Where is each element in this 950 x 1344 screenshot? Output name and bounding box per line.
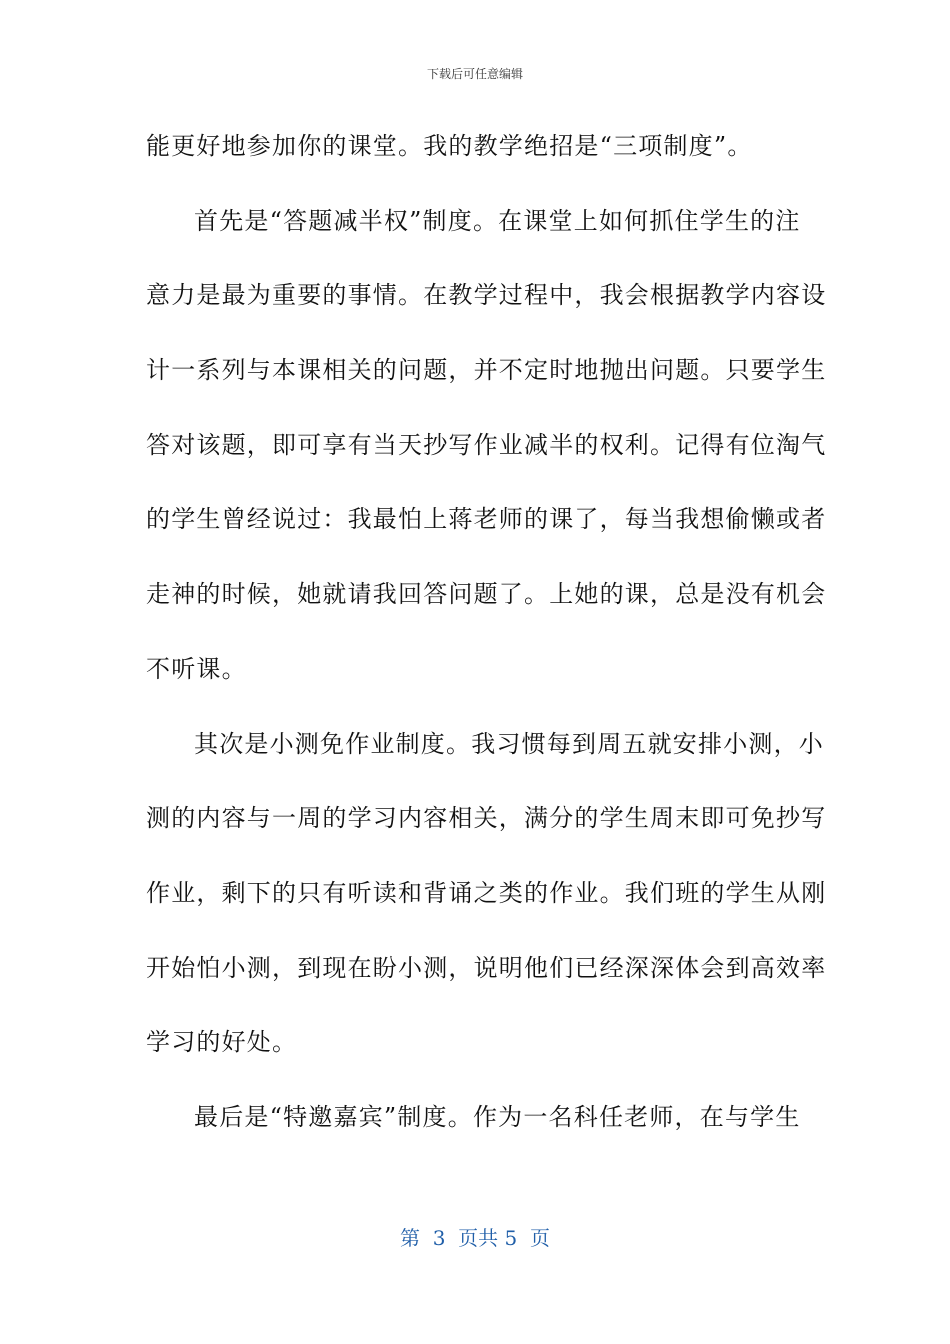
text-line: 学习的好处。 [146,1028,298,1057]
text-line: 的学生曾经说过：我最怕上蒋老师的课了，每当我想偷懒或者 [146,505,827,534]
text-line: 其次是小测免作业制度。我习惯每到周五就安排小测，小 [194,729,824,758]
text-line: 答对该题，即可享有当天抄写作业减半的权利。记得有位淘气 [146,430,827,459]
text-line: 能更好地参加你的课堂。我的教学绝招是“三项制度”。 [146,132,753,160]
text-line: 测的内容与一周的学习内容相关，满分的学生周末即可免抄写 [146,804,827,833]
page-header: 下载后可任意编辑 [426,67,523,81]
text-line: 首先是“答题减半权”制度。在课堂上如何抓住学生的注 [194,206,801,235]
text-line: 不听课。 [146,654,247,683]
text-line: 最后是“特邀嘉宾”制度。作为一名科任老师，在与学生 [194,1102,801,1131]
document-body [146,121,827,1167]
text-line: 作业，剩下的只有听读和背诵之类的作业。我们班的学生从刚 [146,878,827,907]
text-line: 走神的时候，她就请我回答问题了。上她的课，总是没有机会 [146,580,827,609]
text-line: 意力是最为重要的事情。在教学过程中，我会根据教学内容设 [146,281,827,310]
text-line: 开始怕小测，到现在盼小测，说明他们已经深深体会到高效率 [146,953,827,982]
page-number-footer: 第 3 页共 5 页 [400,1226,550,1250]
text-line: 计一系列与本课相关的问题，并不定时地抛出问题。只要学生 [146,356,827,385]
